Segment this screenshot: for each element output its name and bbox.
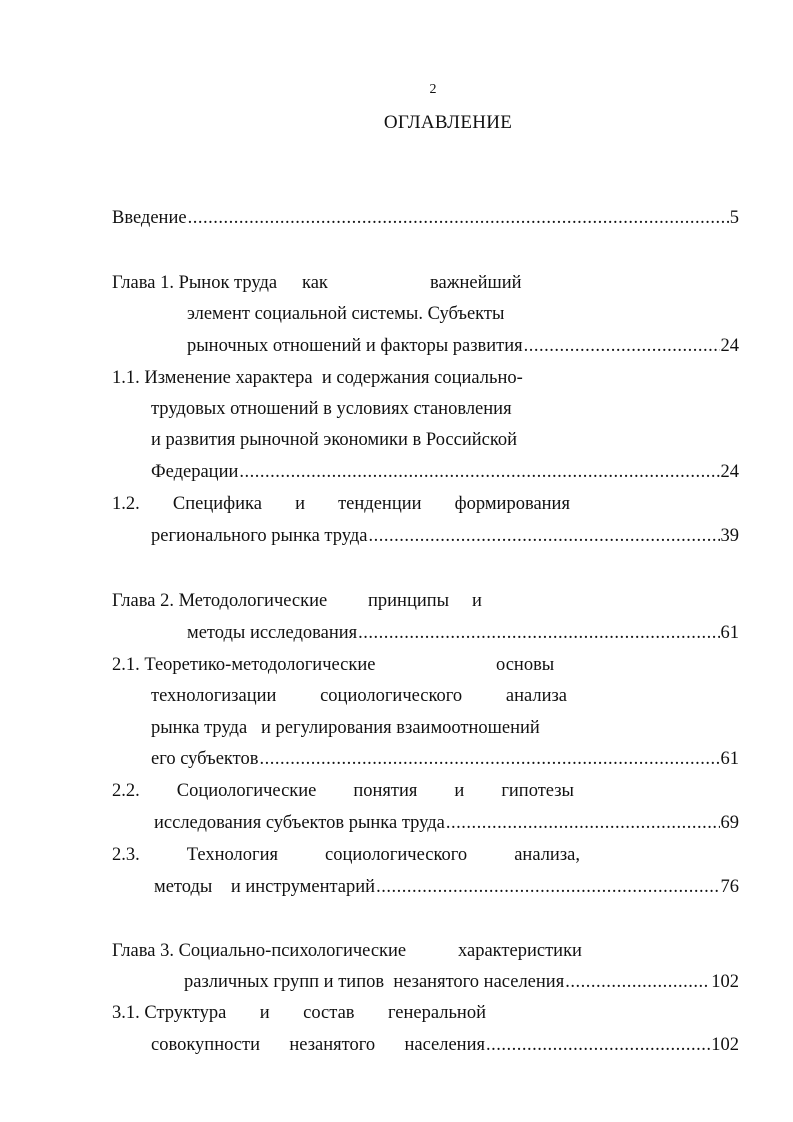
- toc-text: методы исследования: [187, 623, 358, 643]
- dot-leader: [524, 334, 720, 358]
- toc-text: регионального рынка труда: [151, 526, 368, 546]
- toc-text: принципы: [368, 591, 450, 611]
- toc-text: и: [454, 781, 465, 801]
- page-number: 2: [429, 82, 437, 97]
- toc-chapter-2-line-2: [187, 621, 739, 645]
- toc-text: как: [302, 273, 328, 293]
- toc-section-1-2-line-1: [112, 492, 570, 516]
- toc-page-number: 76: [720, 877, 739, 897]
- toc-text: Федерации: [151, 462, 239, 482]
- dot-leader: [486, 1033, 710, 1057]
- dot-leader: [368, 524, 719, 548]
- toc-section-2-1-line-1: [112, 653, 555, 677]
- toc-text: Технология: [186, 845, 278, 865]
- toc-text: методы и инструментарий: [154, 877, 376, 897]
- toc-chapter-1-line-3: [187, 334, 739, 358]
- toc-chapter-2-line-1: [112, 589, 482, 613]
- toc-page-number: 102: [711, 972, 739, 992]
- toc-section-2-3-line-2: [154, 875, 739, 899]
- dot-leader: [376, 875, 719, 899]
- toc-text-group: [151, 1033, 485, 1057]
- toc-section-2-1-line-3: рынка труда и регулирования взаимоотношений: [151, 718, 540, 738]
- dot-leader: [188, 206, 729, 230]
- toc-page-number: 61: [720, 623, 739, 643]
- toc-section-1-2-line-2: [151, 524, 739, 548]
- toc-text: различных групп и типов незанятого населения: [184, 972, 565, 992]
- toc-page-number: 61: [720, 749, 739, 769]
- toc-section-1-1-line-3: и развития рыночной экономики в Российской: [151, 430, 518, 450]
- toc-text: и: [472, 591, 482, 611]
- toc-text: важнейший: [430, 273, 522, 293]
- toc-section-3-1-line-1: [112, 1001, 486, 1025]
- toc-entry-label: Введение: [112, 208, 187, 228]
- toc-section-3-1-line-2: [151, 1033, 739, 1057]
- toc-text: технологизации: [151, 686, 277, 706]
- toc-text: социологического: [320, 686, 463, 706]
- toc-text: совокупности: [151, 1035, 261, 1055]
- toc-text: тенденции: [338, 494, 422, 514]
- toc-text: и: [259, 1003, 270, 1023]
- toc-text: Глава 2. Методологические: [112, 591, 328, 611]
- toc-text: генеральной: [387, 1003, 486, 1023]
- toc-text: характеристики: [458, 941, 582, 961]
- toc-text: и: [295, 494, 305, 514]
- toc-text: его субъектов: [151, 749, 259, 769]
- toc-page-number: 69: [720, 813, 739, 833]
- toc-text: анализа: [505, 686, 567, 706]
- toc-text: исследования субъектов рынка труда: [154, 813, 445, 833]
- toc-text: состав: [303, 1003, 355, 1023]
- dot-leader: [565, 970, 710, 994]
- toc-text: незанятого: [289, 1035, 376, 1055]
- toc-section-2-3-line-1: [112, 843, 580, 867]
- toc-text: основы: [496, 655, 555, 675]
- toc-text: 1.2.: [112, 494, 140, 514]
- toc-chapter-3-line-1: [112, 939, 582, 963]
- toc-text: 2.3.: [112, 845, 140, 865]
- toc-entry-intro: [112, 206, 739, 230]
- toc-chapter-1-line-2: элемент социальной системы. Субъекты: [187, 304, 505, 324]
- toc-section-1-1-line-4: [151, 460, 739, 484]
- toc-chapter-3-line-2: [184, 970, 739, 994]
- toc-section-1-1-line-2: трудовых отношений в условиях становления: [151, 399, 512, 419]
- toc-page-number: 24: [720, 336, 739, 356]
- toc-text: Специфика: [172, 494, 262, 514]
- toc-section-2-1-line-4: [151, 747, 739, 771]
- toc-text: рыночных отношений и факторы развития: [187, 336, 523, 356]
- dot-leader: [260, 747, 720, 771]
- toc-page-number: 24: [720, 462, 739, 482]
- toc-text: анализа,: [514, 845, 580, 865]
- toc-text: населения: [404, 1035, 485, 1055]
- toc-text: гипотезы: [501, 781, 574, 801]
- page-title: ОГЛАВЛЕНИЕ: [383, 112, 513, 133]
- dot-leader: [446, 811, 720, 835]
- toc-text: социологического: [325, 845, 468, 865]
- toc-text: понятия: [353, 781, 418, 801]
- dot-leader: [239, 460, 719, 484]
- toc-page-number: 102: [711, 1035, 739, 1055]
- toc-chapter-1-line-1: [112, 271, 522, 295]
- toc-section-2-2-line-1: [112, 779, 574, 803]
- toc-page-number: 5: [729, 208, 739, 228]
- toc-text: Глава 3. Социально-психологические: [112, 941, 407, 961]
- toc-text: Глава 1. Рынок труда: [112, 273, 278, 293]
- toc-text: Социологические: [176, 781, 317, 801]
- toc-page-number: 39: [720, 526, 739, 546]
- toc-text: 2.2.: [112, 781, 140, 801]
- toc-section-1-1-line-1: 1.1. Изменение характера и содержания социально-: [112, 368, 523, 388]
- toc-section-2-1-line-2: [151, 684, 567, 708]
- toc-text: 3.1. Структура: [112, 1003, 227, 1023]
- toc-text: 2.1. Теоретико-методологические: [112, 655, 376, 675]
- toc-text: формирования: [454, 494, 570, 514]
- dot-leader: [358, 621, 719, 645]
- toc-section-2-2-line-2: [154, 811, 739, 835]
